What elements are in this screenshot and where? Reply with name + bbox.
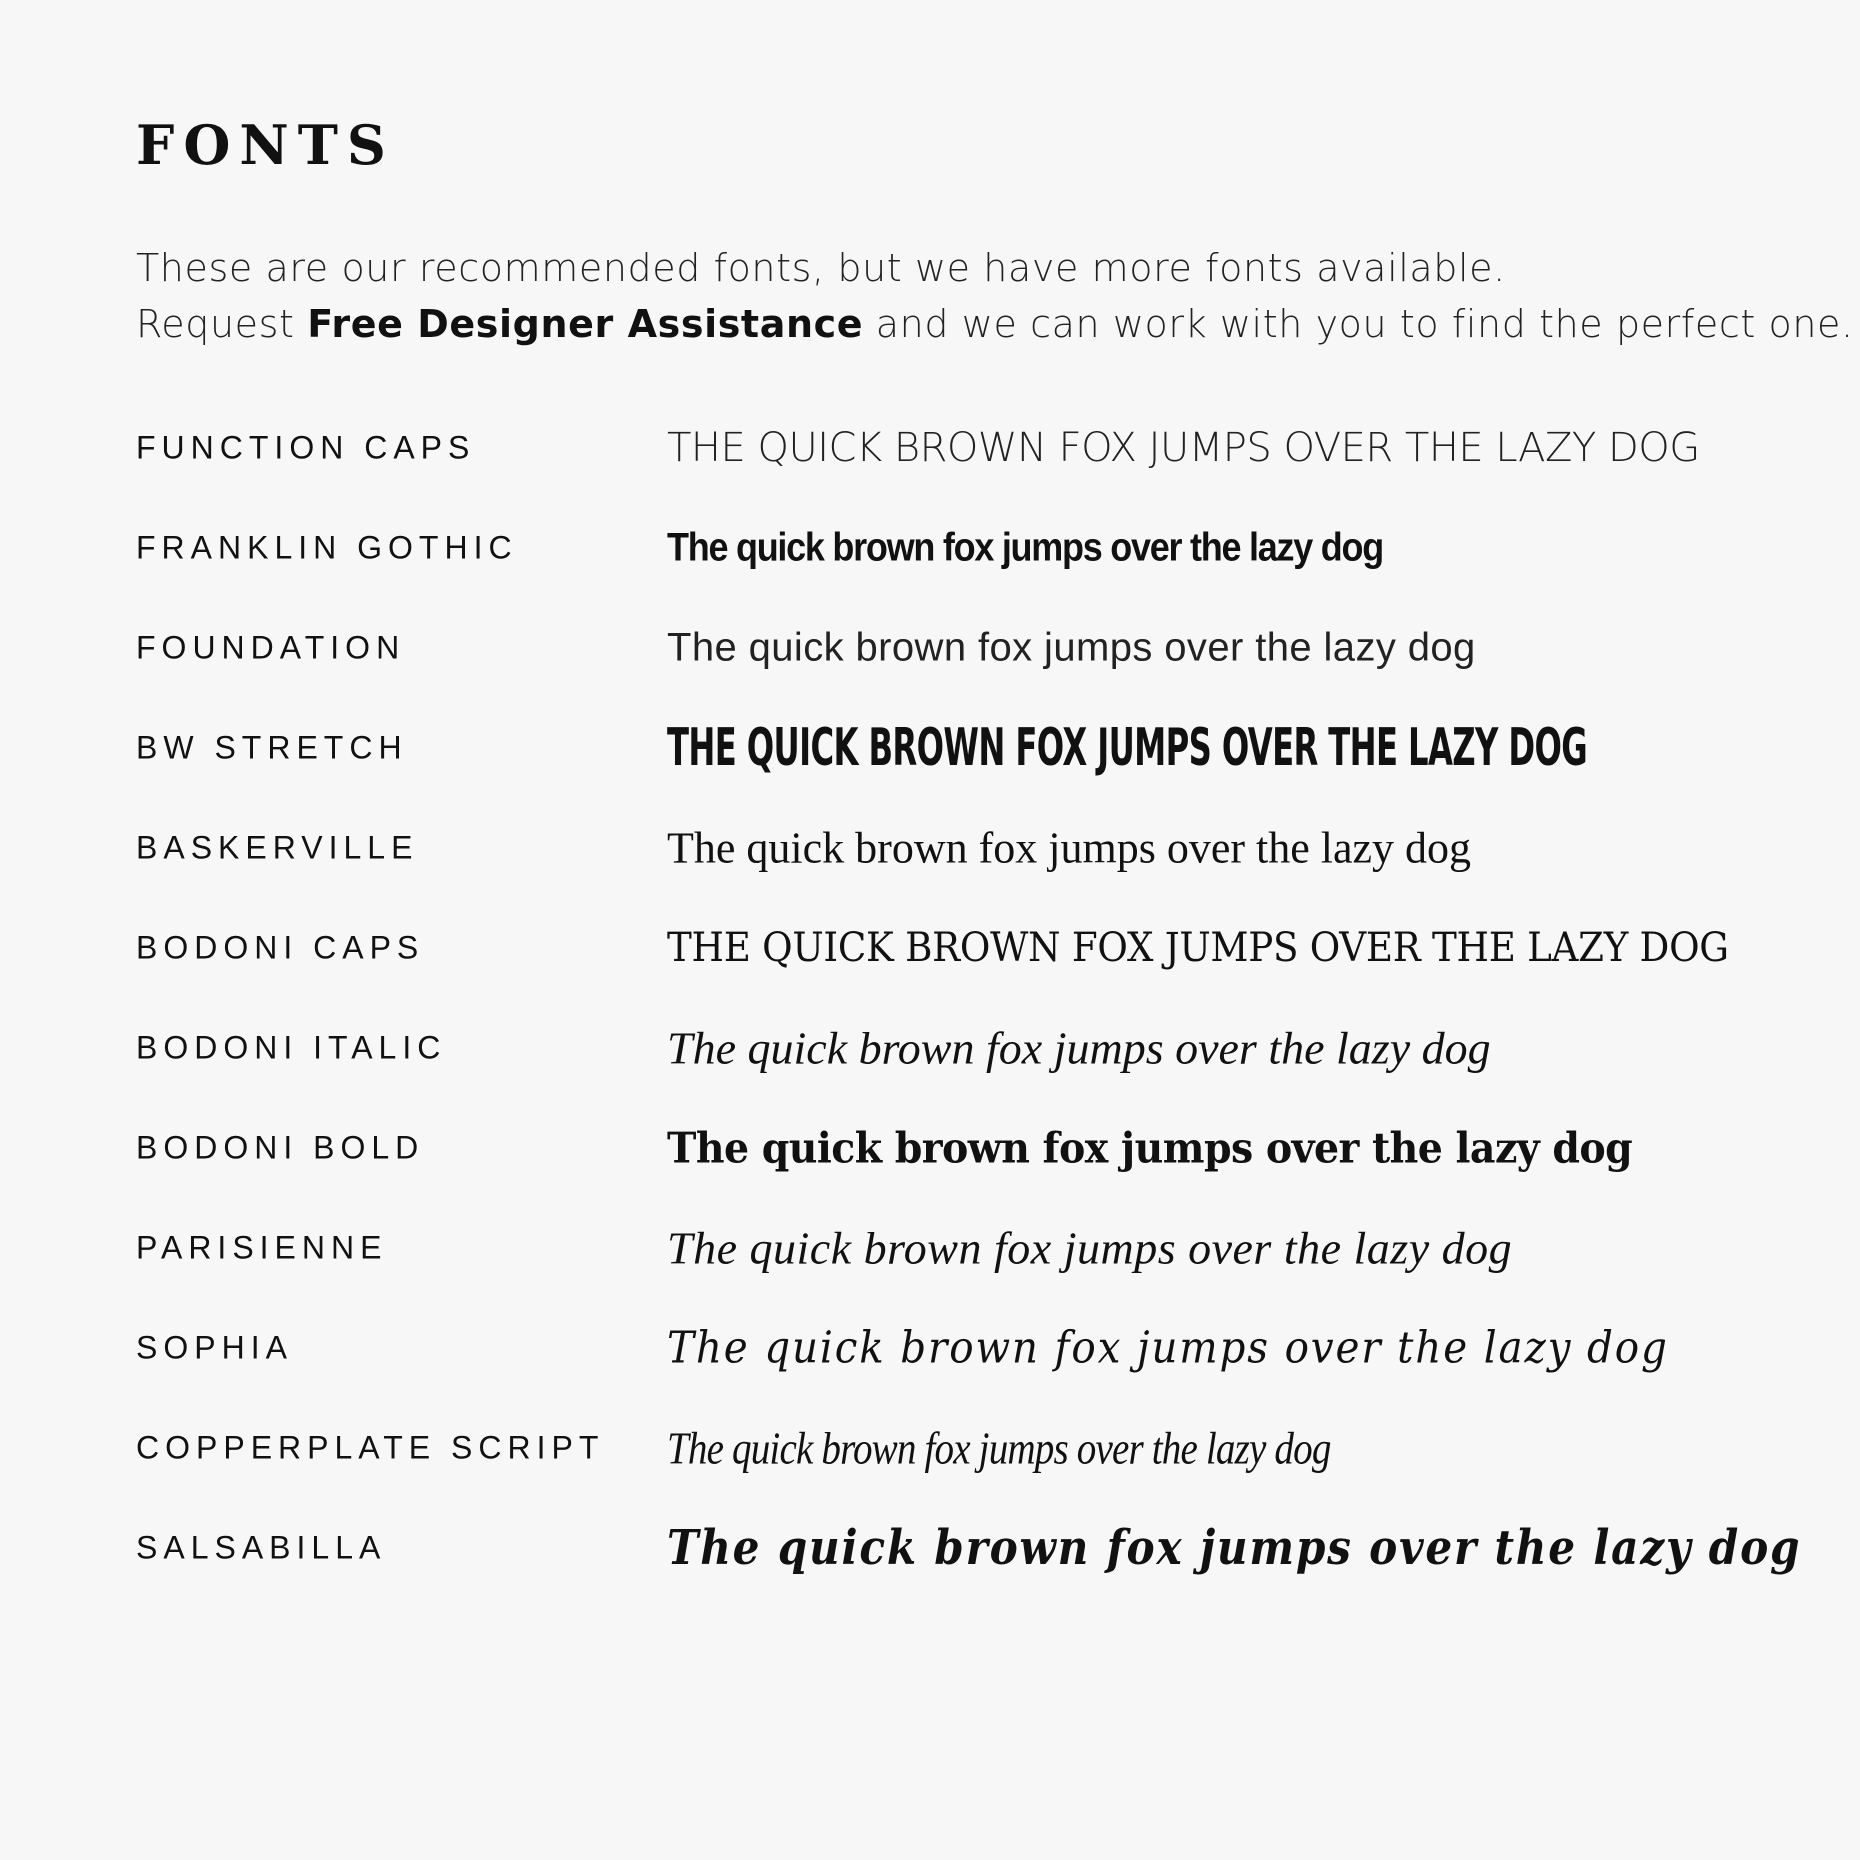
font-row-bodoni-bold [0, 1108, 1860, 1188]
font-sample: THE QUICK BROWN FOX JUMPS OVER THE LAZY DOG [667, 925, 1729, 971]
font-row-bodoni-italic [0, 1008, 1860, 1088]
font-sample: The quick brown fox jumps over the lazy dog [667, 1123, 1633, 1173]
font-row-foundation [0, 608, 1860, 688]
font-row-franklin-gothic [0, 508, 1860, 588]
font-sample: The quick brown fox jumps over the lazy dog [667, 1322, 1669, 1374]
font-name: SALSABILLA [136, 1529, 387, 1566]
font-name: SOPHIA [136, 1329, 293, 1366]
font-row-baskerville [0, 808, 1860, 888]
intro-request-text: Request [136, 302, 308, 346]
font-row-salsabilla [0, 1508, 1860, 1588]
font-sample: The quick brown fox jumps over the lazy dog [667, 625, 1476, 670]
font-sample: The quick brown fox jumps over the lazy dog [667, 823, 1472, 873]
font-sample: THE QUICK BROWN FOX JUMPS OVER THE LAZY DOG [667, 718, 1588, 778]
font-row-sophia [0, 1308, 1860, 1388]
font-name: BODONI ITALIC [136, 1029, 447, 1066]
font-name: BW STRETCH [136, 729, 408, 766]
free-designer-assistance-text: Free Designer Assistance [307, 302, 864, 346]
font-sample: The quick brown fox jumps over the lazy dog [667, 1520, 1802, 1576]
font-row-bodoni-caps [0, 908, 1860, 988]
font-name: BODONI CAPS [136, 929, 425, 966]
font-name: PARISIENNE [136, 1229, 388, 1266]
font-row-copperplate-script [0, 1408, 1860, 1488]
intro-line-1: These are our recommended fonts, but we have more fonts available. [136, 246, 1506, 290]
font-name: COPPERPLATE SCRIPT [136, 1429, 605, 1466]
font-sample: The quick brown fox jumps over the lazy dog [667, 1422, 1331, 1474]
font-sample: The quick brown fox jumps over the lazy dog [667, 1222, 1513, 1274]
font-row-bw-stretch [0, 708, 1860, 788]
font-name: BODONI BOLD [136, 1129, 425, 1166]
font-sample: The quick brown fox jumps over the lazy dog [667, 525, 1383, 570]
page-title: FONTS [136, 113, 395, 177]
font-name: BASKERVILLE [136, 829, 419, 866]
font-name: FRANKLIN GOTHIC [136, 529, 518, 566]
font-row-function-caps [0, 408, 1860, 488]
font-row-parisienne [0, 1208, 1860, 1288]
font-name: FOUNDATION [136, 629, 406, 666]
font-sample: THE QUICK BROWN FOX JUMPS OVER THE LAZY DOG [667, 425, 1700, 471]
font-name: FUNCTION CAPS [136, 429, 476, 466]
font-sample: The quick brown fox jumps over the lazy dog [667, 1022, 1491, 1074]
intro-suffix-text: and we can work with you to find the perfect one. [863, 302, 1854, 346]
